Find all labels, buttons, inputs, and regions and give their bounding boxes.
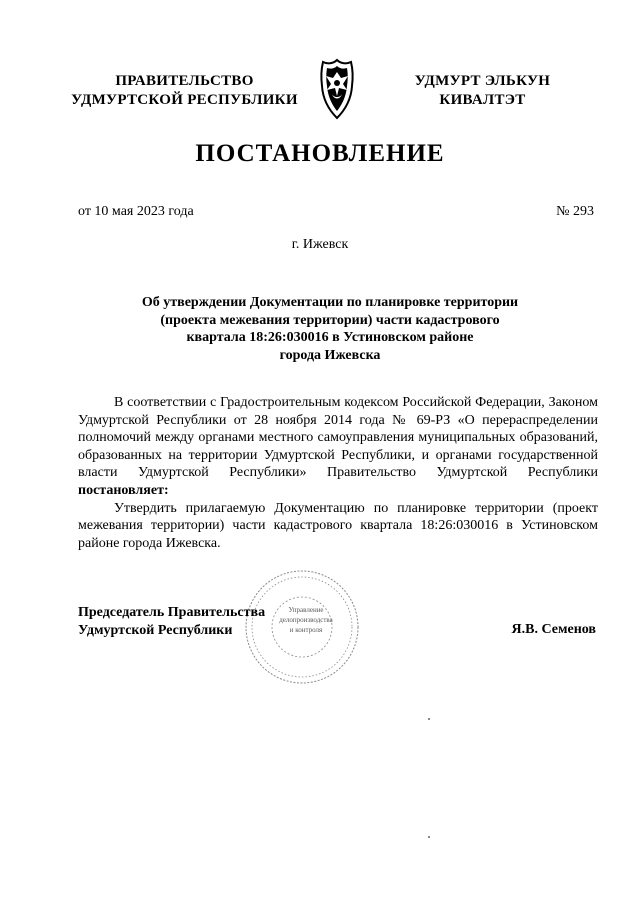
- header-right-line1: УДМУРТ ЭЛЬКУН: [414, 73, 551, 89]
- body-paragraph-1-decision: постановляет:: [78, 482, 169, 498]
- subject-line1: Об утверждении Документации по планировке территории: [141, 295, 519, 310]
- seal-text-line3: и контроля: [289, 626, 323, 634]
- document-title: ПОСТАНОВЛЕНИЕ: [195, 140, 445, 167]
- document-date: от 10 мая 2023 года: [78, 204, 194, 219]
- subject-line2: (проекта межевания территории) части кадастрового: [160, 312, 500, 328]
- seal-text-line2: делопроизводства: [279, 616, 333, 624]
- document-subject: [120, 294, 540, 364]
- header-right-line2: КИВАЛТЭТ: [439, 92, 526, 108]
- signatory-position-line1: Председатель Правительства: [78, 605, 266, 620]
- signatory-position-line2: Удмуртской Республики: [78, 623, 233, 638]
- scan-artifact: [428, 836, 430, 838]
- signatory-name: Я.В. Семенов: [511, 622, 596, 637]
- signatory-position: [78, 604, 265, 640]
- document-body: [78, 394, 598, 552]
- government-name-russian: [62, 72, 307, 110]
- body-paragraph-2: Утвердить прилагаемую Документацию по планировке территории (проект межевания территории) части кадастрового квартала 18:26:030016 в Устиновском районе города Ижевска.: [78, 500, 598, 551]
- header-left-line1: ПРАВИТЕЛЬСТВО: [115, 73, 254, 89]
- document-city: г. Ижевск: [291, 237, 349, 252]
- government-name-udmurt: [395, 72, 570, 110]
- body-paragraph-1-text: В соответствии с Градостроительным кодексом Российской Федерации, Законом Удмуртской Республики от 28 ноября 2014 года № 69-РЗ «О перераспределении полномочий между органами местного самоуправления муниципальных образований, образованных на территории Удмуртской Республики, и органами государственной власти Удмуртской Республики» Правительство Удмуртской Республики: [78, 395, 598, 481]
- coat-of-arms-icon: [313, 58, 361, 120]
- document-number: № 293: [556, 204, 594, 219]
- subject-line4: города Ижевска: [279, 347, 381, 363]
- body-paragraph-1: [78, 394, 598, 500]
- header-left-line2: УДМУРТСКОЙ РЕСПУБЛИКИ: [71, 92, 298, 108]
- scan-artifact: [428, 718, 430, 720]
- seal-text-line1: Управление: [288, 606, 324, 614]
- seal-text: [275, 605, 337, 635]
- subject-line3: квартала 18:26:030016 в Устиновском районе: [186, 330, 474, 345]
